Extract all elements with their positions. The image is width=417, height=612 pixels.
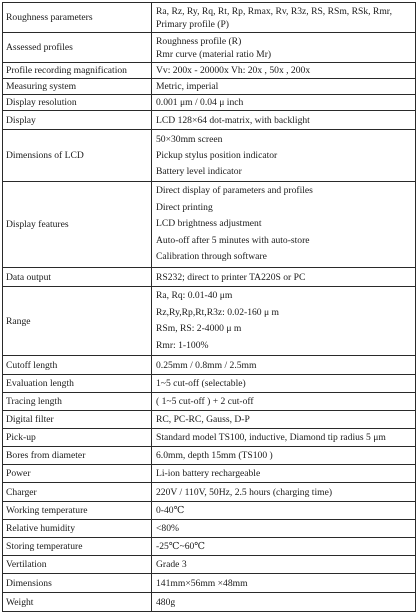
value-cell: Li-ion battery rechargeable	[152, 465, 416, 483]
value-cell: 480g	[152, 593, 416, 612]
label-cell: Measuring system	[3, 79, 152, 95]
value-line: Rmr curve (material ratio Mr)	[156, 48, 272, 60]
value-line: Rmr: 1-100%	[156, 339, 209, 351]
table-row	[3, 182, 416, 268]
table-row	[3, 411, 416, 429]
value-cell: ( 1~5 cut-off ) + 2 cut-off	[152, 393, 416, 411]
value-line: Direct display of parameters and profiles	[156, 185, 313, 197]
label-cell: Roughness parameters	[3, 3, 152, 33]
value-cell	[152, 33, 416, 63]
value-cell: 141mm×56mm ×48mm	[152, 574, 416, 593]
label-cell: Storing temperature	[3, 538, 152, 556]
value-cell: Standard model TS100, inductive, Diamond tip radius 5 μm	[152, 429, 416, 447]
value-line: Rz,Ry,Rp,Rt,R3z: 0.02-160 μ m	[156, 306, 279, 318]
table-row	[3, 287, 416, 356]
table-row	[3, 538, 416, 556]
label-cell: Range	[3, 287, 152, 356]
value-line: LCD brightness adjustment	[156, 218, 262, 230]
table-row	[3, 33, 416, 63]
table-row	[3, 111, 416, 130]
label-cell: Assessed profiles	[3, 33, 152, 63]
table-row	[3, 483, 416, 502]
label-cell: Display	[3, 111, 152, 130]
value-line: Battery level indicator	[156, 165, 242, 177]
value-cell: 220V / 110V, 50Hz, 2.5 hours (charging time)	[152, 483, 416, 502]
label-cell: Working temperature	[3, 502, 152, 520]
value-line: Primary profile (P)	[156, 18, 230, 30]
value-cell: Grade 3	[152, 556, 416, 574]
value-line: Ra, Rz, Ry, Rq, Rt, Rp, Rmax, Rv, R3z, RS, RSm, RSk, Rmr,	[156, 5, 392, 17]
specifications-table-body	[3, 3, 416, 612]
value-cell: LCD 128×64 dot-matrix, with backlight	[152, 111, 416, 130]
table-row	[3, 465, 416, 483]
table-row	[3, 520, 416, 538]
value-cell: 1~5 cut-off (selectable)	[152, 375, 416, 393]
table-row	[3, 593, 416, 612]
label-cell: Charger	[3, 483, 152, 502]
value-cell: 0.001 μm / 0.04 μ inch	[152, 95, 416, 111]
table-row	[3, 79, 416, 95]
table-row	[3, 95, 416, 111]
value-line: Calibration through software	[156, 251, 267, 263]
value-line: Auto-off after 5 minutes with auto-store	[156, 234, 310, 246]
value-line: Direct printing	[156, 201, 213, 213]
value-cell	[152, 182, 416, 268]
specifications-table	[2, 2, 416, 612]
label-cell: Profile recording magnification	[3, 63, 152, 79]
value-cell: 0.25mm / 0.8mm / 2.5mm	[152, 356, 416, 375]
table-row	[3, 393, 416, 411]
label-cell: Display features	[3, 182, 152, 268]
value-line: Ra, Rq: 0.01-40 μm	[156, 290, 233, 301]
label-cell: Weight	[3, 593, 152, 612]
table-row	[3, 375, 416, 393]
label-cell: Dimensions of LCD	[3, 130, 152, 182]
value-cell: -25℃~60℃	[152, 538, 416, 556]
value-cell: Metric, imperial	[152, 79, 416, 95]
label-cell: Evaluation length	[3, 375, 152, 393]
table-row	[3, 447, 416, 465]
table-row	[3, 502, 416, 520]
label-cell: Pick-up	[3, 429, 152, 447]
value-cell: 0-40℃	[152, 502, 416, 520]
label-cell: Vertilation	[3, 556, 152, 574]
table-row	[3, 356, 416, 375]
value-cell	[152, 130, 416, 182]
table-row	[3, 268, 416, 287]
label-cell: Dimensions	[3, 574, 152, 593]
value-cell	[152, 287, 416, 356]
label-cell: Tracing length	[3, 393, 152, 411]
label-cell: Power	[3, 465, 152, 483]
value-cell	[152, 3, 416, 33]
value-line: Pickup stylus position indicator	[156, 149, 278, 161]
value-line: Roughness profile (R)	[156, 35, 242, 47]
value-cell: <80%	[152, 520, 416, 538]
table-row	[3, 556, 416, 574]
label-cell: Cutoff length	[3, 356, 152, 375]
value-cell: Vv: 200x - 20000x Vh: 20x , 50x , 200x	[152, 63, 416, 79]
label-cell: Data output	[3, 268, 152, 287]
value-cell: RS232; direct to printer TA220S or PC	[152, 268, 416, 287]
table-row	[3, 130, 416, 182]
value-cell: RC, PC-RC, Gauss, D-P	[152, 411, 416, 429]
value-cell: 6.0mm, depth 15mm (TS100 )	[152, 447, 416, 465]
label-cell: Digital filter	[3, 411, 152, 429]
value-line: 50×30mm screen	[156, 133, 223, 145]
table-row	[3, 3, 416, 33]
label-cell: Relative humidity	[3, 520, 152, 538]
value-line: RSm, RS: 2-4000 μ m	[156, 323, 242, 334]
table-row	[3, 429, 416, 447]
label-cell: Bores from diameter	[3, 447, 152, 465]
table-row	[3, 63, 416, 79]
label-cell: Display resolution	[3, 95, 152, 111]
